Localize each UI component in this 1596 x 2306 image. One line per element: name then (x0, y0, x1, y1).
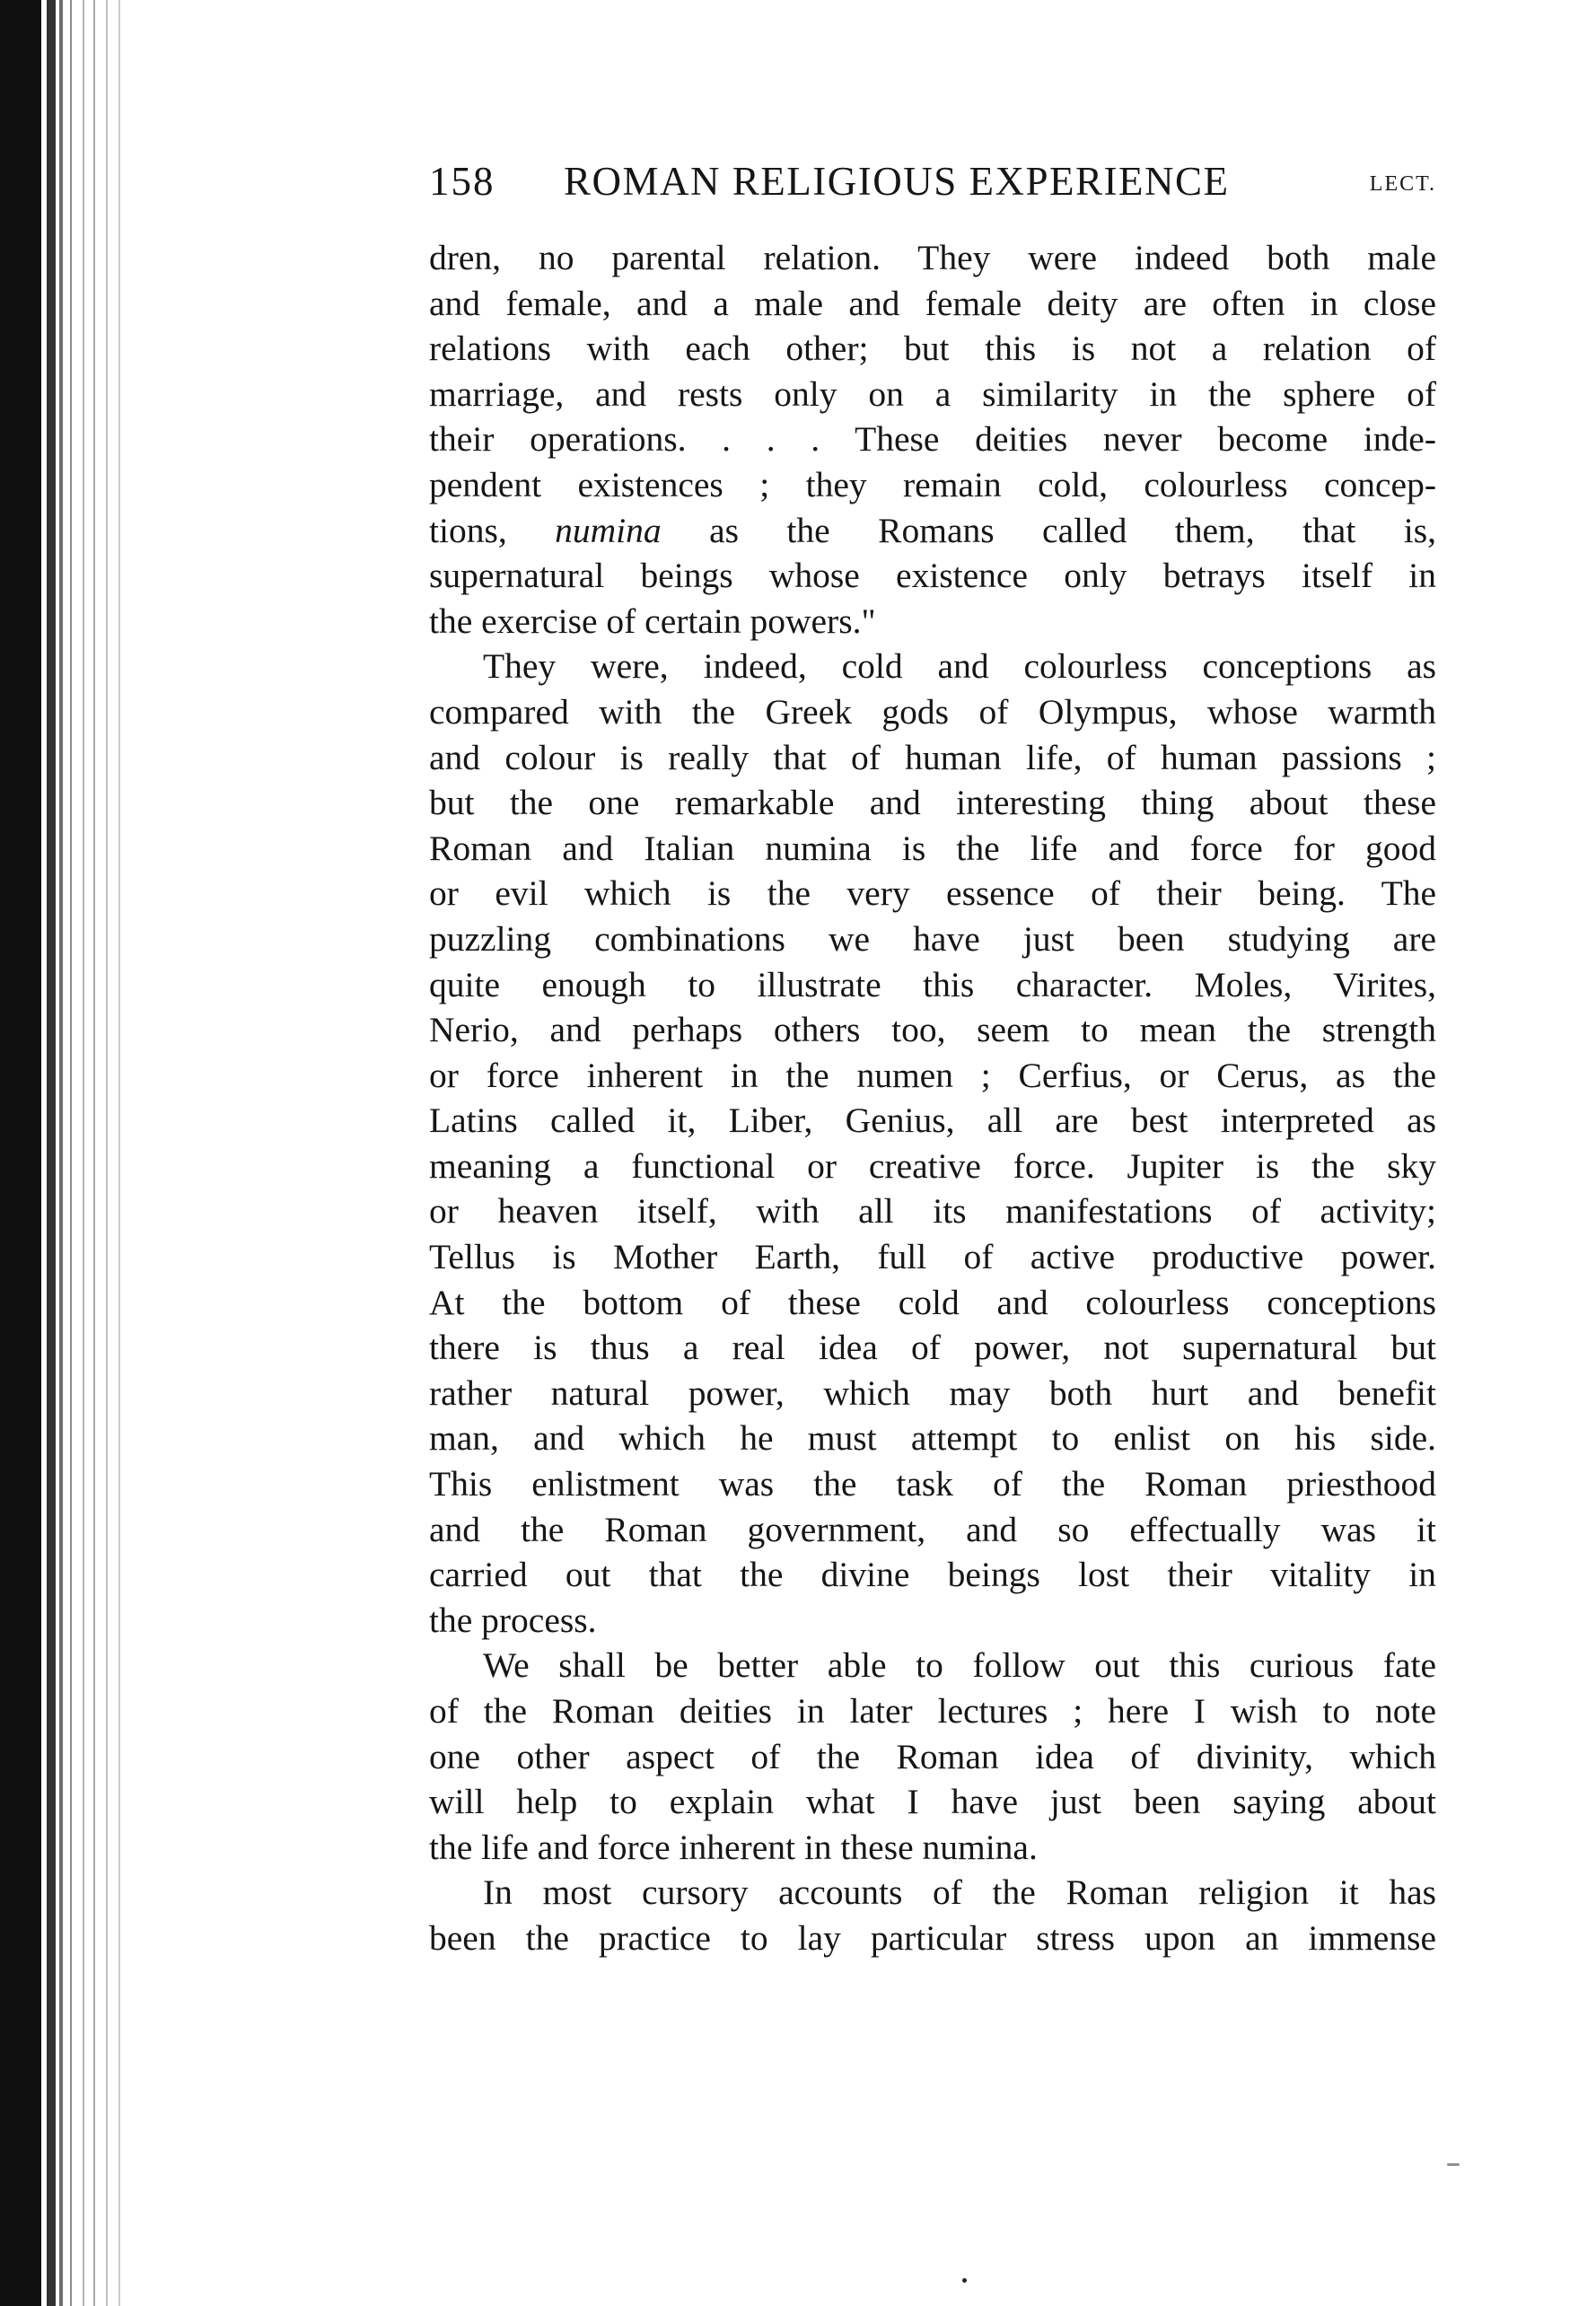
text-line: the process. (429, 1600, 597, 1640)
running-title: ROMAN RELIGIOUS EXPERIENCE (564, 159, 1230, 204)
text-line: supernatural beings whose existence only betrays itself in (429, 556, 1436, 596)
stray-ink-mark (962, 2278, 967, 2283)
text-line: quite enough to illustrate this character. Moles, Virites, (429, 964, 1436, 1004)
section-mark: LECT. (1369, 172, 1436, 196)
text-line: Nerio, and perhaps others too, seem to mean the strength (429, 1010, 1436, 1050)
text-line: will help to explain what I have just been saying about (429, 1782, 1436, 1822)
text-line: or heaven itself, with all its manifestations of activity; (429, 1191, 1436, 1232)
text-line: one other aspect of the Roman idea of divinity, which (429, 1736, 1436, 1776)
text-line: Tellus is Mother Earth, full of active productive power. (429, 1237, 1436, 1277)
text-line: marriage, and rests only on a similarity in the sphere of (429, 373, 1436, 414)
stray-ink-mark (1447, 2163, 1460, 2166)
text-line: This enlistment was the task of the Roman priesthood (429, 1464, 1436, 1504)
text-line: At the bottom of these cold and colourless conceptions (429, 1282, 1436, 1322)
text-line: but the one remarkable and interesting thing about these (429, 783, 1436, 823)
text-line: and female, and a male and female deity are often in close (429, 283, 1436, 323)
paragraph-start-line: We shall be better able to follow out this curious fate (483, 1645, 1436, 1686)
page-header (429, 158, 1436, 212)
text-line: and colour is really that of human life, of human passions ; (429, 737, 1436, 777)
text-line: been the practice to lay particular stress upon an immense (429, 1917, 1436, 1958)
text-line: relations with each other; but this is not a relation of (429, 329, 1436, 369)
text-line: or force inherent in the numen ; Cerfius, or Cerus, as the (429, 1055, 1436, 1095)
text-line: Roman and Italian numina is the life and force for good (429, 828, 1436, 868)
text-line: man, and which he must attempt to enlist on his side. (429, 1418, 1436, 1459)
text-line: of the Roman deities in later lectures ; here I wish to note (429, 1691, 1436, 1731)
text-line: puzzling combinations we have just been studying are (429, 918, 1436, 959)
text-line: their operations. . . . These deities never become inde- (429, 419, 1436, 460)
text-line: compared with the Greek gods of Olympus, whose warmth (429, 691, 1436, 732)
text-line: rather natural power, which may both hurt and benefit (429, 1372, 1436, 1413)
text-line: pendent existences ; they remain cold, colourless concep- (429, 464, 1436, 504)
text-line: the exercise of certain powers." (429, 601, 876, 641)
binding-gutter (0, 0, 135, 2306)
text-line: and the Roman government, and so effectually was it (429, 1509, 1436, 1549)
text-line: dren, no parental relation. They were indeed both male (429, 238, 1436, 277)
text-line: the life and force inherent in these numina. (429, 1827, 1038, 1867)
paragraph-start-line: They were, indeed, cold and colourless conceptions as (483, 646, 1436, 687)
page-number: 158 (429, 159, 495, 204)
text-line: or evil which is the very essence of their being. The (429, 873, 1436, 914)
body-text (429, 235, 1436, 1961)
text-line: carried out that the divine beings lost their vitality in (429, 1555, 1436, 1595)
text-line: there is thus a real idea of power, not supernatural but (429, 1328, 1436, 1368)
paragraph-start-line: In most cursory accounts of the Roman religion it has (483, 1872, 1436, 1913)
text-line: Latins called it, Liber, Genius, all are best interpreted as (429, 1100, 1436, 1141)
text-line: meaning a functional or creative force. Jupiter is the sky (429, 1145, 1436, 1186)
text-line: tions, numina as the Romans called them, that is, (429, 510, 1436, 550)
